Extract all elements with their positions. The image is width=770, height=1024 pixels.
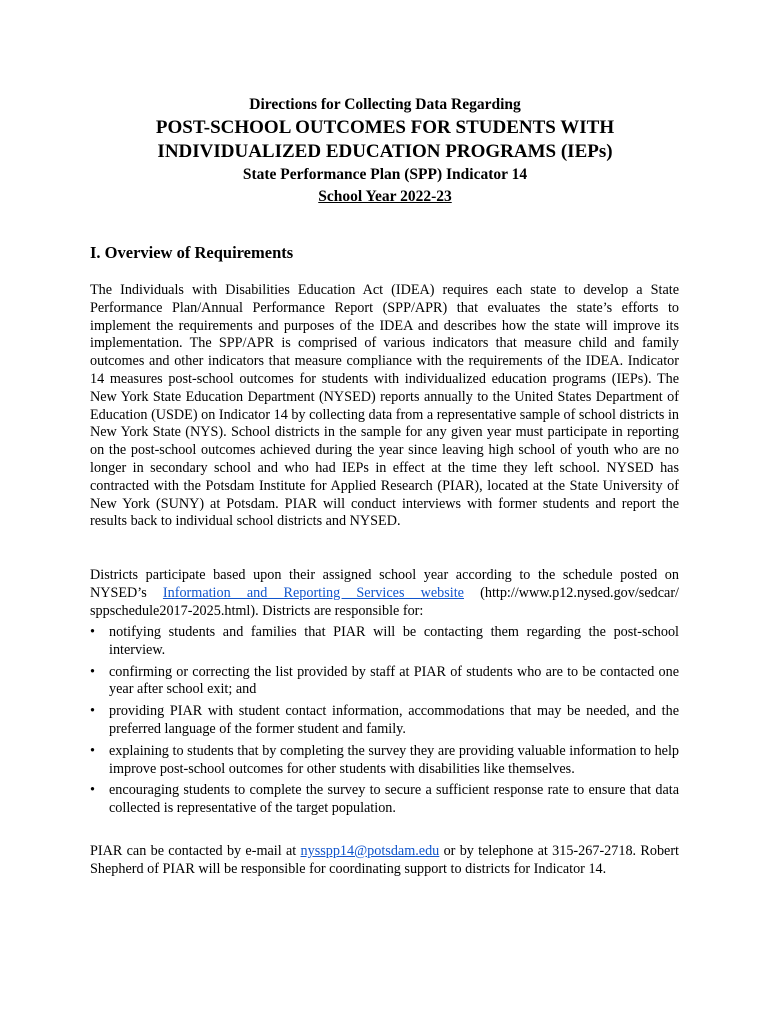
school-year: School Year 2022-23 <box>318 188 452 205</box>
main-title-line1: POST-SCHOOL OUTCOMES FOR STUDENTS WITH <box>155 117 615 138</box>
list-item <box>90 703 679 739</box>
overview-paragraph: The Individuals with Disabilities Education Act (IDEA) requires each state to develop a State Performance Plan/Annual Performance Report (SPP/APR) that evaluates the state’s efforts to implement the requirements and purposes of the IDEA and describes how the state will improve its implementation. The SPP/APR is comprised of various indicators that measure child and family outcomes and other indicators that measure compliance with the requirements of the IDEA. Indicator 14 measures post-school outcomes for students with individualized education programs (IEPs). The New York State Education Department (NYSED) reports annually to the United States Department of Education (USDE) on Indicator 14 by collecting data from a representative sample of school districts in New York State (NYS). School districts in the sample for any given year must participate in reporting on the post-school outcomes achieved during the year since leaving high school of youth who are no longer in secondary school and who had IEPs in effect at the time they left school. NYSED has contracted with the Potsdam Institute for Applied Research (PIAR), located at the State University of New York (SUNY) at Potsdam. PIAR will conduct interviews with former students and report the results back to individual school districts and NYSED. <box>90 282 680 530</box>
pre-title: Directions for Collecting Data Regarding <box>249 96 521 113</box>
bullet-icon: • <box>90 703 95 720</box>
bullet-icon: • <box>90 624 95 640</box>
list-item <box>90 624 679 660</box>
list-item-text: explaining to students that by completing the survey they are providing valuable information to help improve post-school outcomes for other students with disabilities like themselves. <box>109 742 679 777</box>
schedule-text-before-link: Districts participate based upon their assigned school year according to the schedule posted on NYSED’s <box>90 567 679 601</box>
document-header <box>0 94 770 208</box>
list-item-text: confirming or correcting the list provided by staff at PIAR of students who are to be contacted one year after school exit; and <box>109 663 679 698</box>
schedule-text-after-link: (http://www.p12.nysed.gov/sedcar/ sppschedule2017-2025.html). Districts are responsible for: <box>90 584 679 619</box>
contact-paragraph <box>90 843 679 879</box>
bullet-icon: • <box>90 782 95 799</box>
main-title-line2: INDIVIDUALIZED EDUCATION PROGRAMS (IEPs) <box>157 141 613 162</box>
subtitle: State Performance Plan (SPP) Indicator 14 <box>242 166 528 183</box>
section-title: I. Overview of Requirements <box>90 243 294 262</box>
schedule-paragraph <box>90 567 679 620</box>
email-link[interactable]: nysspp14@potsdam.edu <box>300 843 440 859</box>
bullet-icon: • <box>90 742 95 759</box>
contact-text-before-email: PIAR can be contacted by e-mail at <box>90 843 301 859</box>
list-item <box>90 664 679 700</box>
list-item-text: encouraging students to complete the survey to secure a sufficient response rate to ensure that data collected is representative of the target population. <box>109 782 679 817</box>
responsibilities-list <box>90 624 679 822</box>
bullet-icon: • <box>90 663 95 680</box>
information-reporting-services-link[interactable]: Information and Reporting Services website <box>162 584 464 601</box>
list-item <box>90 782 679 818</box>
list-item <box>90 743 679 779</box>
list-item-text: notifying students and families that PIAR will be contacting them regarding the post-school interview. <box>109 624 679 658</box>
contact-text-after-email: or by telephone at 315-267-2718. Robert Shepherd of PIAR will be responsible for coordinating support to districts for Indicator 14. <box>90 843 679 877</box>
list-item-text: providing PIAR with student contact information, accommodations that may be needed, and the preferred language of the former student and family. <box>109 703 679 737</box>
